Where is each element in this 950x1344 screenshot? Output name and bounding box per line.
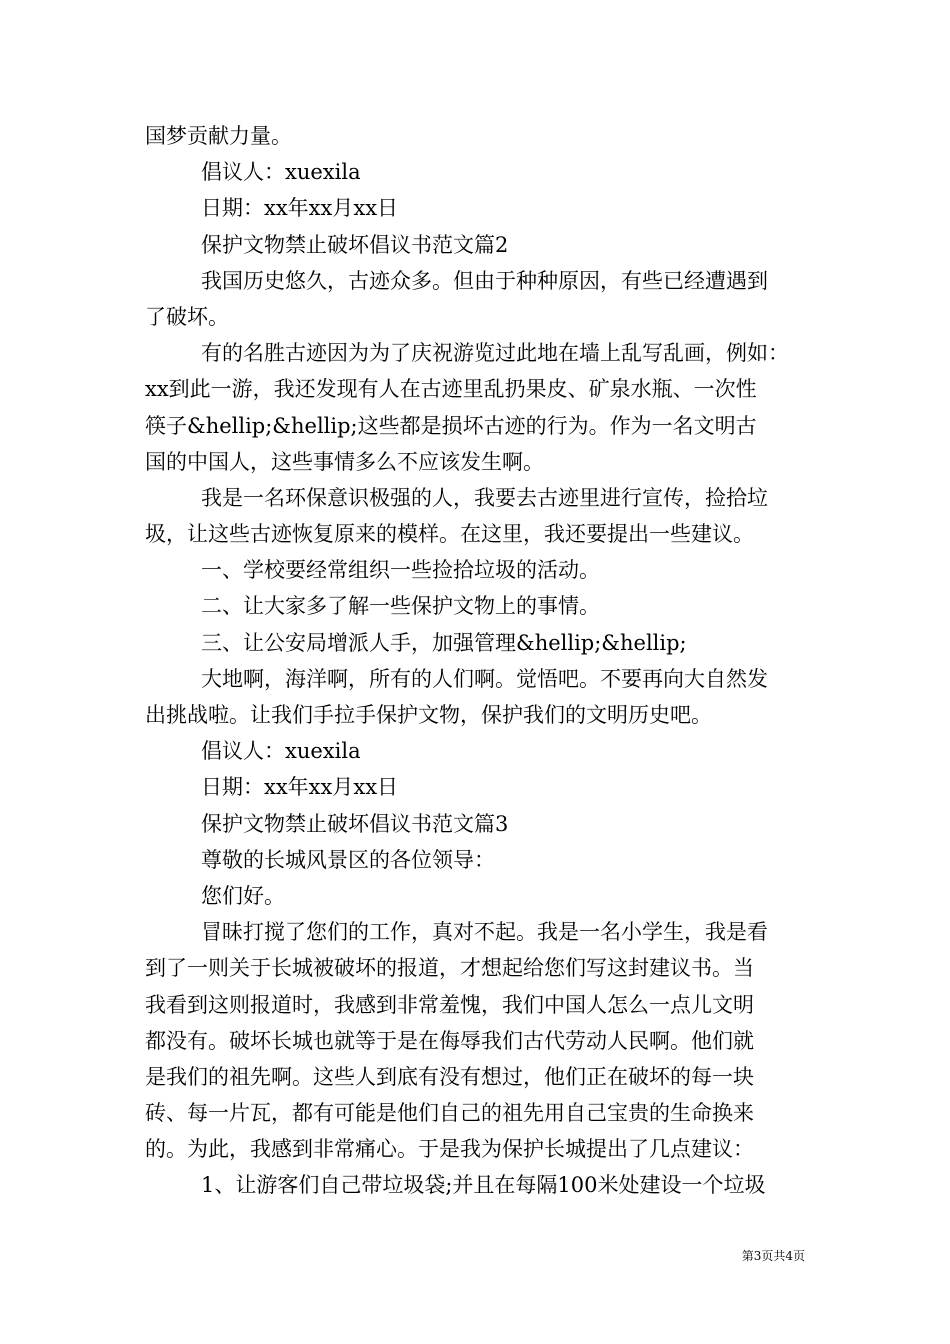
text-line: 我看到这则报道时，我感到非常羞愧，我们中国人怎么一点儿文明: [145, 992, 754, 1017]
text-line: 了破坏。: [145, 304, 229, 329]
text-line: 国梦贡献力量。: [145, 124, 292, 148]
text-line: 冒昧打搅了您们的工作，真对不起。我是一名小学生，我是看: [201, 920, 768, 945]
text-line: 大地啊，海洋啊，所有的人们啊。觉悟吧。不要再向大自然发: [201, 666, 768, 691]
text-line: 出挑战啦。让我们手拉手保护文物，保护我们的文明历史吧。: [145, 703, 712, 727]
text-line: 日期：xx年xx月xx日: [201, 775, 399, 800]
text-line: 砖、每一片瓦，都有可能是他们自己的祖先用自己宝贵的生命换来: [145, 1101, 754, 1126]
text-line: 一、学校要经常组织一些捡拾垃圾的活动。: [201, 558, 600, 583]
text-line: 国的中国人，这些事情多么不应该发生啊。: [145, 449, 544, 474]
document-body: [145, 118, 810, 1204]
text-line: 都没有。破坏长城也就等于是在侮辱我们古代劳动人民啊。他们就: [145, 1028, 754, 1053]
text-line: 三、让公安局增派人手，加强管理&hellip;&hellip;: [201, 630, 687, 655]
text-line: 圾，让这些古迹恢复原来的模样。在这里，我还要提出一些建议。: [145, 522, 754, 547]
text-line: 您们好。: [201, 883, 285, 908]
text-line: 1、让游客们自己带垃圾袋;并且在每隔100米处建设一个垃圾: [201, 1173, 766, 1198]
text-line: 有的名胜古迹因为为了庆祝游览过此地在墙上乱写乱画，例如：: [201, 341, 789, 366]
text-line: 到了一则关于长城被破坏的报道，才想起给您们写这封建议书。当: [145, 956, 754, 981]
text-line: 倡议人：xuexila: [201, 739, 361, 764]
text-line: 筷子&hellip;&hellip;这些都是损坏古迹的行为。作为一名文明古: [145, 413, 757, 438]
page-number: 第3页共4页: [741, 1249, 805, 1263]
text-line: 我国历史悠久，古迹众多。但由于种种原因，有些已经遭遇到: [201, 268, 768, 293]
text-line: xx到此一游，我还发现有人在古迹里乱扔果皮、矿泉水瓶、一次性: [145, 377, 757, 402]
text-line: 日期：xx年xx月xx日: [201, 196, 399, 221]
section-heading: 保护文物禁止破坏倡议书范文篇3: [201, 811, 509, 836]
section-heading: 保护文物禁止破坏倡议书范文篇2: [201, 232, 509, 257]
text-line: 尊敬的长城风景区的各位领导：: [201, 847, 495, 872]
text-line: 我是一名环保意识极强的人，我要去古迹里进行宣传，捡拾垃: [201, 485, 768, 510]
text-line: 二、让大家多了解一些保护文物上的事情。: [201, 594, 600, 619]
text-line: 的。为此，我感到非常痛心。于是我为保护长城提出了几点建议：: [145, 1137, 754, 1162]
text-line: 是我们的祖先啊。这些人到底有没有想过，他们正在破坏的每一块: [145, 1064, 754, 1089]
text-line: 倡议人：xuexila: [201, 160, 361, 185]
